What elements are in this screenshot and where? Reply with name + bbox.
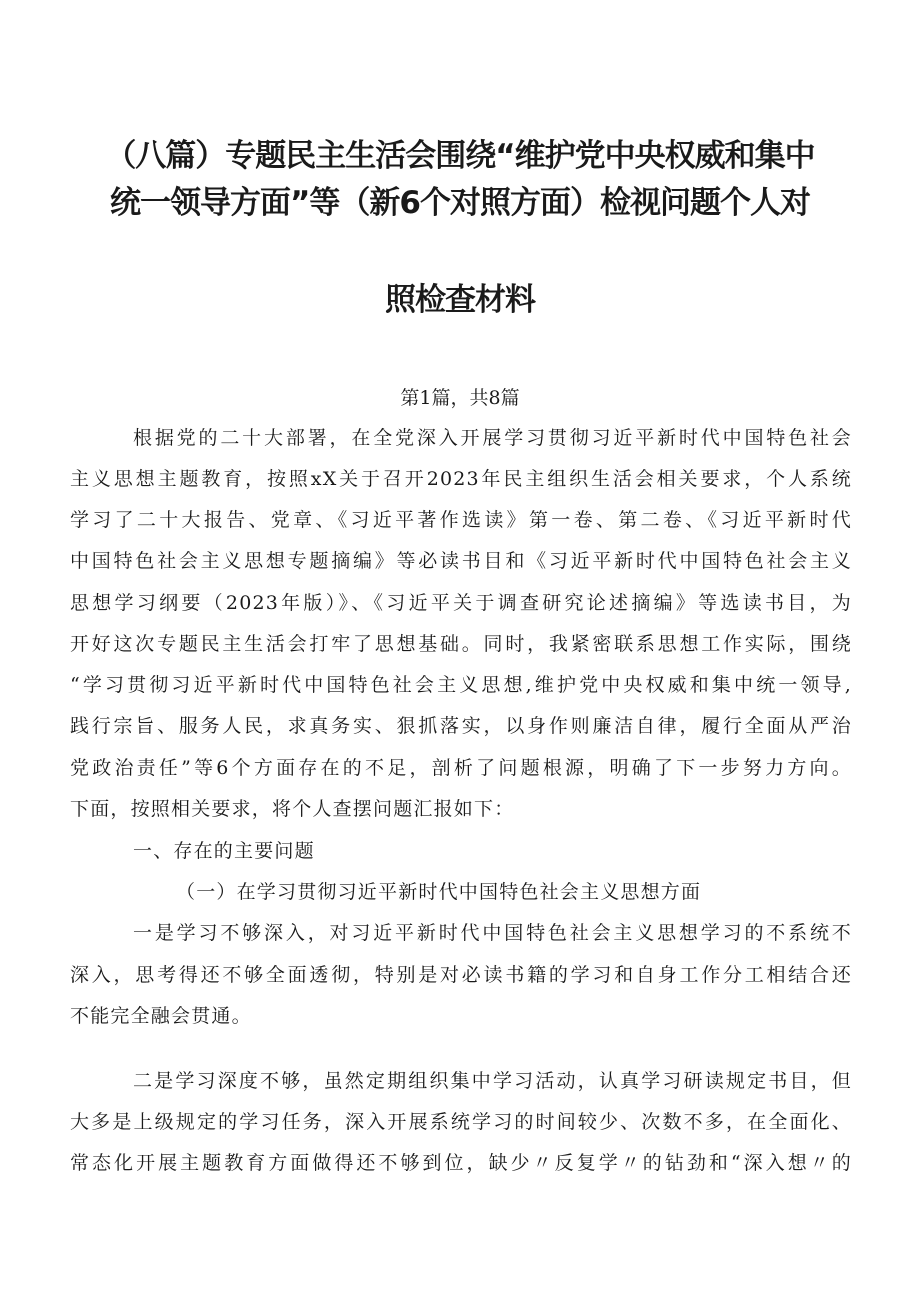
paragraph-2-line: 一是学习不够深入，对习近平新时代中国特色社会主义思想学习的不系统不 [133,922,852,944]
document-title-line-2: 统一领导方面”等（新6个对照方面）检视问题个人对 [110,185,810,221]
paragraph-1-line: 践行宗旨、服务人民，求真务实、狠抓落实，以身作则廉洁自律，履行全面从严治 [70,715,852,737]
paragraph-1-line: “学习贯彻习近平新时代中国特色社会主义思想,维护党中央权威和集中统一领导, [70,674,852,696]
paragraph-1-line: 中国特色社会主义思想专题摘编》等必读书目和《习近平新时代中国特色社会主义 [70,550,852,572]
paragraph-2-line: 深入，思考得还不够全面透彻，特别是对必读书籍的学习和自身工作分工相结合还 [70,964,852,986]
subsection-heading: （一）在学习贯彻习近平新时代中国特色社会主义思想方面 [176,881,702,903]
paragraph-2-line: 不能完全融会贯通。 [70,1005,252,1027]
document-title-line-1: （八篇）专题民主生活会围绕“维护党中央权威和集中 [105,138,815,174]
paragraph-1-line: 党政治责任”等6个方面存在的不足，剖析了问题根源，明确了下一步努力方向。 [70,757,852,779]
paragraph-1-line: 学习了二十大报告、党章、《习近平著作选读》第一卷、第二卷、《习近平新时代 [70,509,852,531]
section-heading: 一、存在的主要问题 [133,840,315,862]
paragraph-1-line: 下面，按照相关要求，将个人查摆问题汇报如下： [70,798,515,820]
paragraph-3-line: 二是学习深度不够，虽然定期组织集中学习活动，认真学习研读规定书目，但 [133,1070,852,1092]
paragraph-1-line: 主义思想主题教育，按照xX关于召开2023年民主组织生活会相关要求，个人系统 [70,468,852,490]
paragraph-1-line: 思想学习纲要（2023年版）》、《习近平关于调查研究论述摘编》等选读书目，为 [70,592,852,614]
paragraph-1-line: 根据党的二十大部署，在全党深入开展学习贯彻习近平新时代中国特色社会 [133,427,852,449]
document-title-line-3: 照检查材料 [385,282,535,318]
document-subtitle: 第1篇，共8篇 [400,387,520,409]
paragraph-1-line: 开好这次专题民主生活会打牢了思想基础。同时，我紧密联系思想工作实际，围绕 [70,633,852,655]
paragraph-3-line: 常态化开展主题教育方面做得还不够到位，缺少〃反复学〃的钻劲和“深入想〃的 [70,1152,852,1174]
paragraph-3-line: 大多是上级规定的学习任务，深入开展系统学习的时间较少、次数不多，在全面化、 [70,1111,852,1133]
